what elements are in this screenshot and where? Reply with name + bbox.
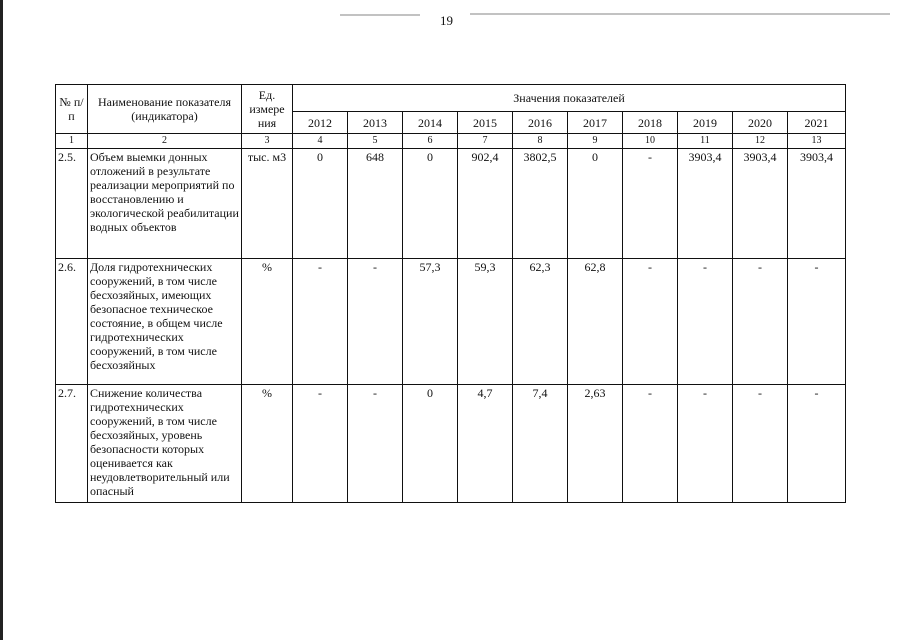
column-number: 5 [348,134,403,149]
header-year: 2012 [293,112,348,134]
row-unit: тыс. м3 [242,149,293,259]
row-value: - [348,259,403,385]
header-year: 2015 [458,112,513,134]
column-number: 9 [568,134,623,149]
header-year: 2019 [678,112,733,134]
row-value: 0 [293,149,348,259]
column-number: 7 [458,134,513,149]
header-year: 2013 [348,112,403,134]
header-year: 2016 [513,112,568,134]
row-value: 7,4 [513,385,568,503]
row-value: 62,3 [513,259,568,385]
row-unit: % [242,385,293,503]
row-name: Объем выемки донных отложений в результате реализации мероприятий по восстановлению и экологической реабилитации водных объектов [88,149,242,259]
row-value: - [623,149,678,259]
header-num: № п/п [56,85,88,134]
row-value: - [293,385,348,503]
header-year: 2018 [623,112,678,134]
row-value: 3903,4 [733,149,788,259]
indicators-table [55,84,846,503]
column-number: 13 [788,134,846,149]
row-value: 4,7 [458,385,513,503]
header-name: Наименование показателя (индикатора) [88,85,242,134]
row-value: 0 [403,385,458,503]
row-value: 3802,5 [513,149,568,259]
row-value: 57,3 [403,259,458,385]
column-number: 11 [678,134,733,149]
row-name: Доля гидротехнических сооружений, в том числе бесхозяйных, имеющих безопасное техническое состояние, в общем числе гидротехнических сооружений, в том числе бесхозяйных [88,259,242,385]
row-value: - [678,385,733,503]
row-value: - [293,259,348,385]
row-value: - [788,259,846,385]
header-values-group: Значения показателей [293,85,846,112]
row-value: - [348,385,403,503]
row-value: 59,3 [458,259,513,385]
page-edge [0,0,3,640]
column-number: 10 [623,134,678,149]
column-number: 1 [56,134,88,149]
header-year: 2020 [733,112,788,134]
row-num: 2.7. [56,385,88,503]
row-value: 3903,4 [788,149,846,259]
row-num: 2.5. [56,149,88,259]
column-number: 2 [88,134,242,149]
row-unit: % [242,259,293,385]
column-number: 3 [242,134,293,149]
row-num: 2.6. [56,259,88,385]
row-value: 3903,4 [678,149,733,259]
column-number: 4 [293,134,348,149]
row-value: - [733,259,788,385]
header-year: 2014 [403,112,458,134]
column-number: 6 [403,134,458,149]
row-value: 2,63 [568,385,623,503]
table-row [56,259,846,385]
scan-noise [470,13,890,15]
row-value: 648 [348,149,403,259]
table-row [56,385,846,503]
row-value: 0 [568,149,623,259]
page-number: 19 [440,13,453,28]
header-year: 2021 [788,112,846,134]
table-row [56,149,846,259]
row-value: - [623,385,678,503]
column-number: 8 [513,134,568,149]
header-unit: Ед. измере ния [242,85,293,134]
column-number: 12 [733,134,788,149]
row-value: - [733,385,788,503]
header-year: 2017 [568,112,623,134]
row-value: 62,8 [568,259,623,385]
row-value: - [788,385,846,503]
row-value: 902,4 [458,149,513,259]
row-value: - [623,259,678,385]
row-name: Снижение количества гидротехнических сооружений, в том числе бесхозяйных, уровень безопасности которых оценивается как неудовлетворительный или опасный [88,385,242,503]
row-value: 0 [403,149,458,259]
row-value: - [678,259,733,385]
column-numbers-row [56,134,846,149]
scan-noise [340,14,420,16]
